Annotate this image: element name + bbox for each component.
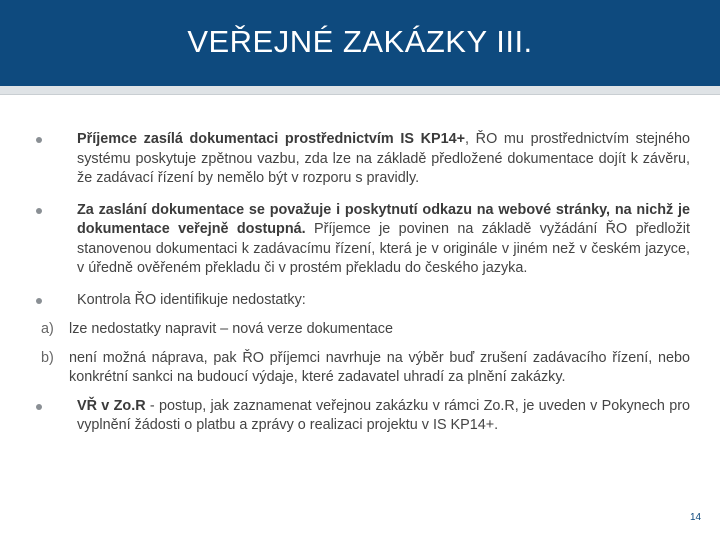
title-bar [0, 0, 720, 86]
title-divider-line [0, 94, 720, 95]
list-letter-label: a) [41, 321, 54, 337]
list-letter-label: b) [41, 349, 54, 366]
bullet-text: Příjemce je povinen na základě vyžádání ŘO předložit stanovenou dokumentaci k zadávacímu řízení, která je v originále v jiném než v českém jazyce, v úředně ověřeném překladu či v prostém překladu do českého jazyka. [77, 221, 690, 276]
lettered-item [41, 349, 690, 388]
bullet-text: - postup, jak zaznamenat veřejnou zakázku v rámci Zo.R, je uveden v Pokynech pro vyplnění žádosti o platbu a zprávy o realizaci projektu v IS KP14+. [77, 397, 690, 433]
bullet-bold-text: Příjemce zasílá dokumentaci prostřednictvím IS KP14+ [77, 131, 466, 147]
bullet-dot-icon [36, 298, 42, 304]
bullet-item [77, 397, 690, 436]
page-number: 14 [690, 512, 702, 523]
bullet-dot-icon [36, 137, 42, 143]
bullet-item [77, 130, 690, 189]
bullet-bold-text: VŘ v Zo.R [77, 397, 146, 414]
slide-content [0, 130, 720, 436]
bullet-item [77, 291, 690, 311]
lettered-text: není možná náprava, pak ŘO příjemci navrhuje na výběr buď zrušení zadávacího řízení, nebo konkrétní sankci na budoucí výdaje, které zadavatel uhradí za plnění zakázky. [69, 349, 690, 385]
lettered-item [41, 320, 690, 340]
slide-title: VEŘEJNÉ ZAKÁZKY III. [187, 24, 533, 59]
bullet-dot-icon [36, 208, 42, 214]
bullet-text: Kontrola ŘO identifikuje nedostatky: [77, 291, 306, 308]
bullet-item [77, 201, 690, 279]
bullet-dot-icon [36, 404, 42, 410]
bullet-text: , ŘO mu prostřednictvím stejného systému poskytuje zpětnou vazbu, zda lze na základě předložené dokumentace dojít k závěru, že zadávací řízení by nemělo být v rozporu s pravidly. [77, 131, 690, 186]
lettered-text: lze nedostatky napravit – nová verze dokumentace [69, 321, 393, 337]
bullet-bold-text: Za zaslání dokumentace se považuje i poskytnutí odkazu na webové stránky, na nichž je dokumentace veřejně dostupná. [77, 201, 690, 237]
title-divider-band [0, 86, 720, 94]
